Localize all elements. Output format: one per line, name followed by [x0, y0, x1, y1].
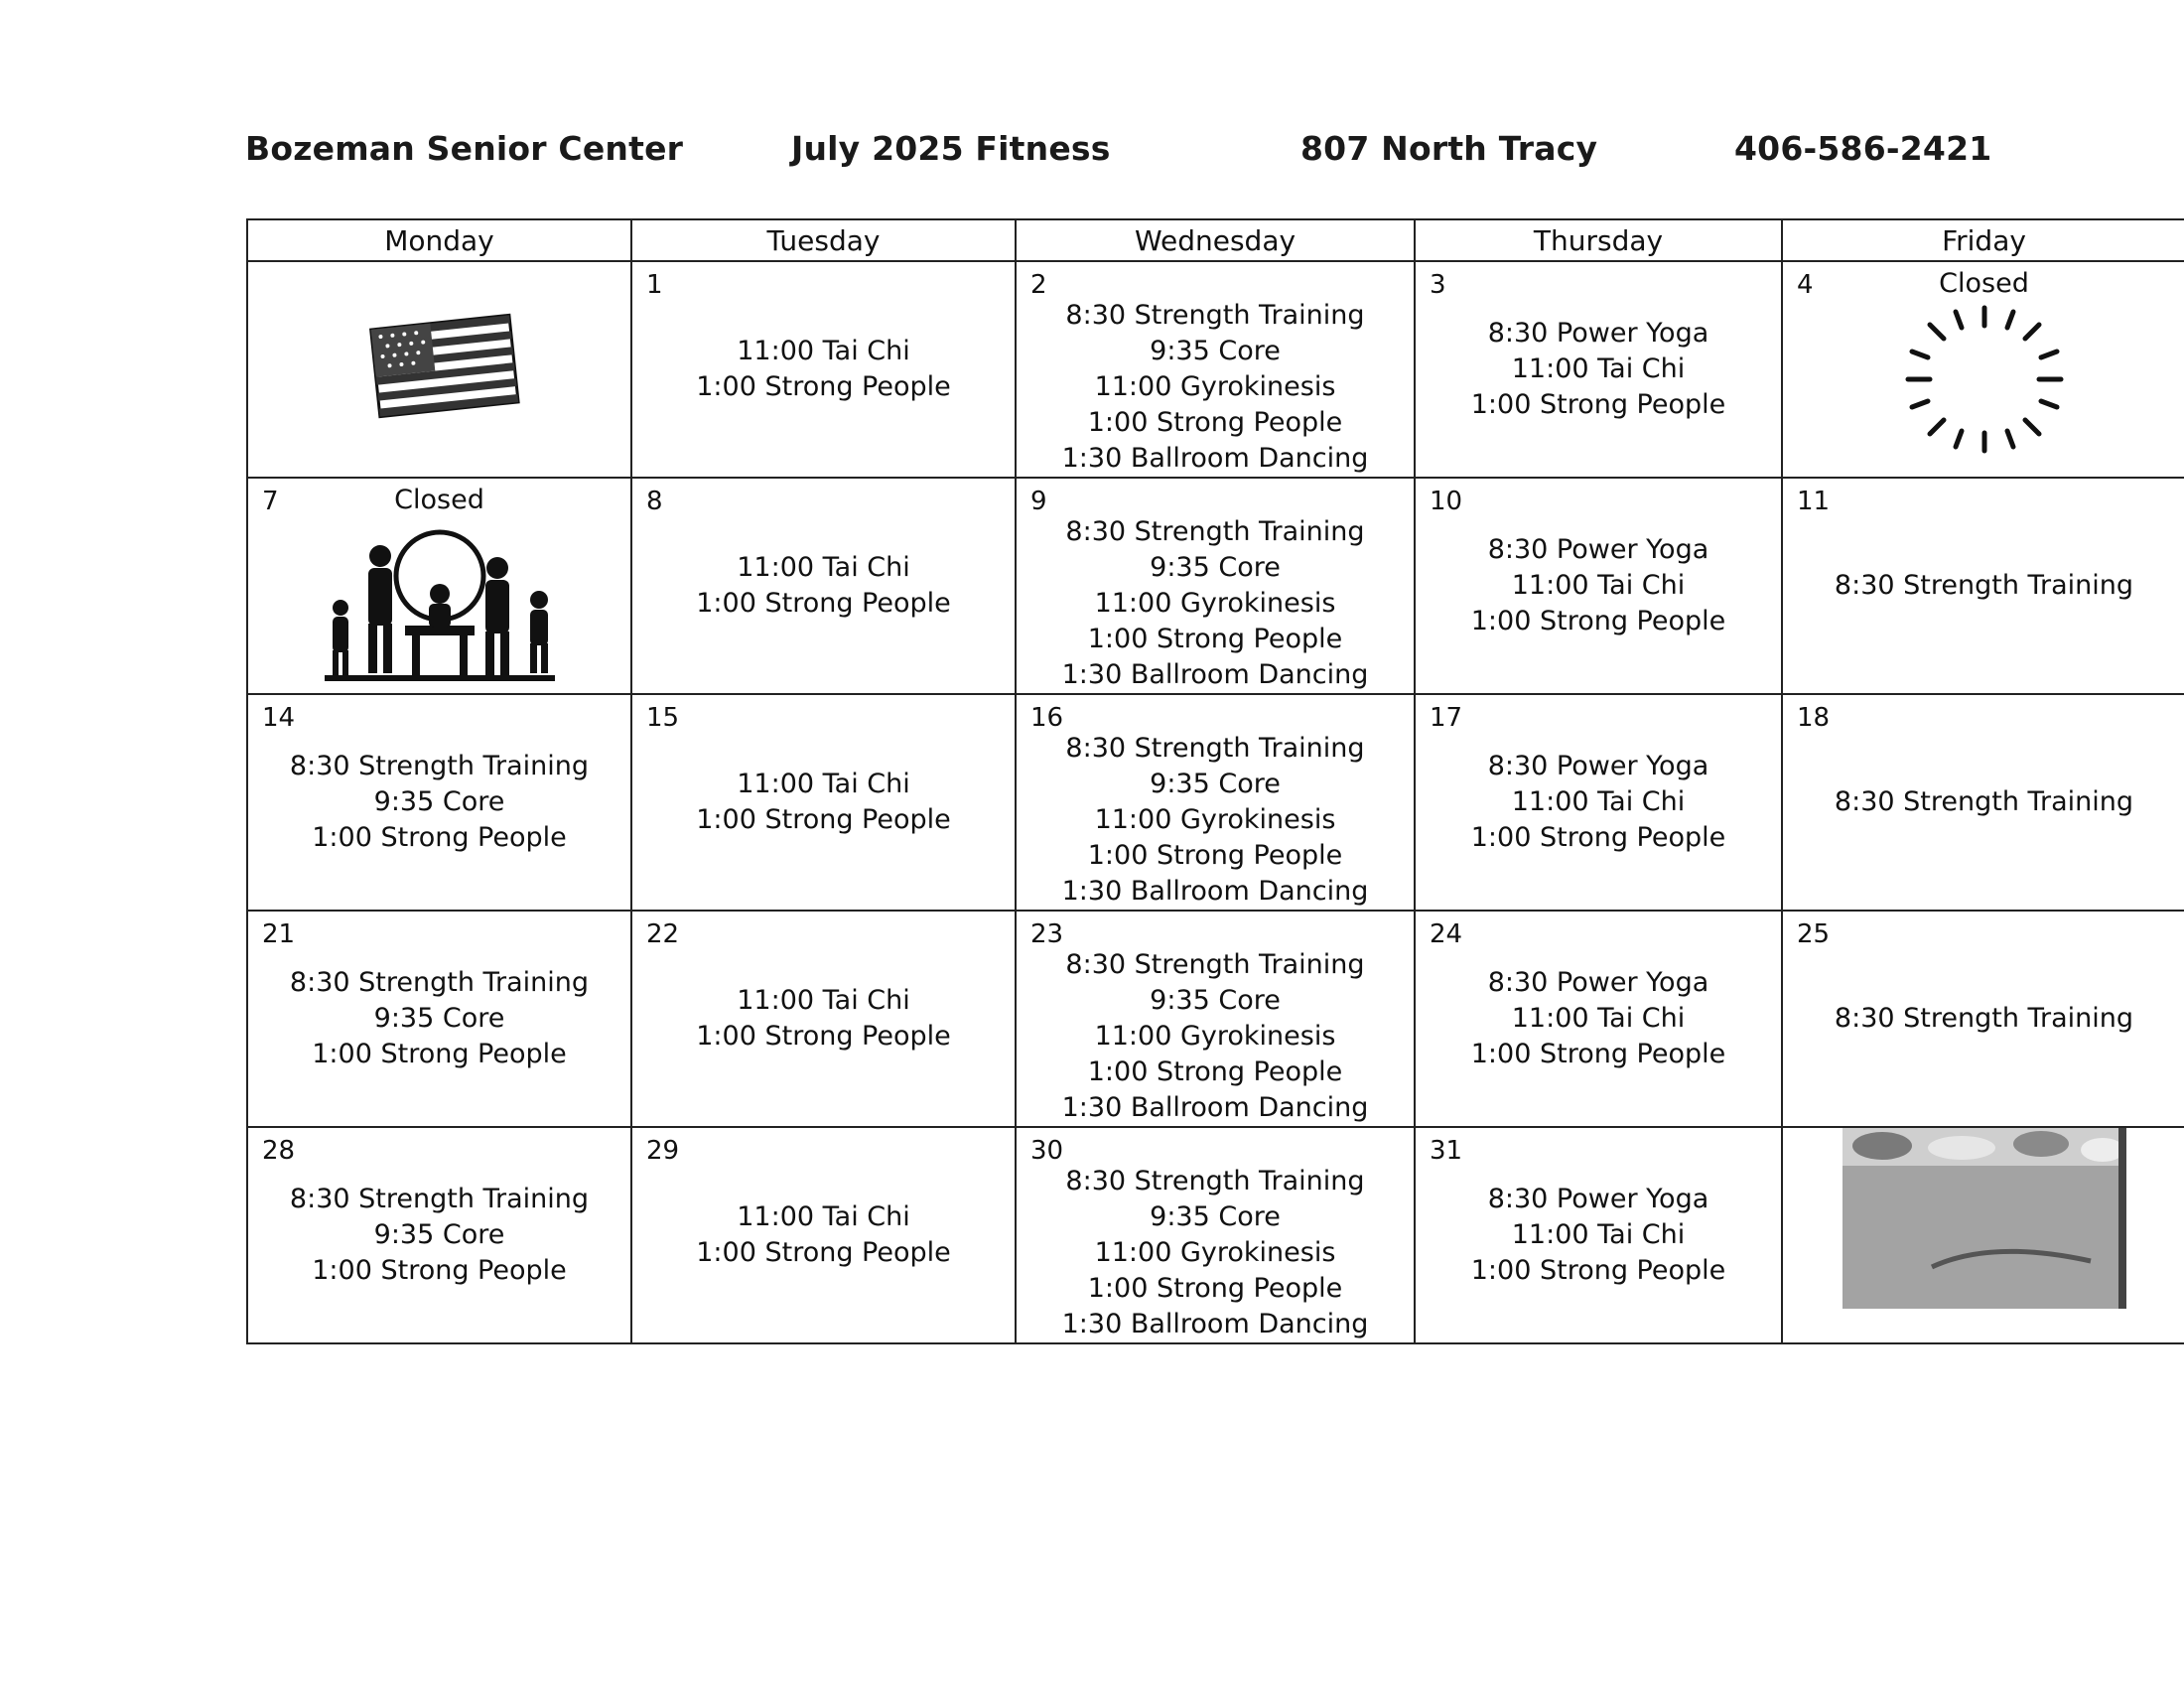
event-item: 1:00 Strong People: [696, 1237, 951, 1268]
calendar-body: [247, 261, 2184, 1343]
day-cell: [247, 911, 631, 1127]
event-item: 1:00 Strong People: [1470, 389, 1726, 420]
day-cell: [1782, 694, 2184, 911]
day-cell: [247, 478, 631, 694]
event-list: [1783, 912, 2184, 1126]
calendar-title: July 2025 Fitness: [791, 129, 1111, 168]
event-item: 11:00 Gyrokinesis: [1094, 371, 1336, 402]
phone-number: 406-586-2421: [1734, 129, 1992, 168]
day-number: 8: [646, 487, 663, 516]
event-item: 8:30 Strength Training: [289, 1184, 590, 1214]
day-cell: [1415, 694, 1782, 911]
day-cell: [1016, 911, 1415, 1127]
event-list: [1783, 479, 2184, 693]
org-name: Bozeman Senior Center: [245, 129, 684, 168]
event-item: 9:35 Core: [1150, 552, 1281, 583]
event-item: 11:00 Gyrokinesis: [1094, 804, 1336, 835]
event-item: 8:30 Strength Training: [1834, 1003, 2134, 1034]
event-item: 8:30 Strength Training: [1065, 949, 1365, 980]
day-cell: [247, 261, 631, 478]
event-item: 11:00 Tai Chi: [1511, 570, 1686, 601]
event-list: [1783, 695, 2184, 910]
week-row: [247, 478, 2184, 694]
day-cell: [1016, 694, 1415, 911]
event-list: [248, 1128, 630, 1342]
event-item: 1:00 Strong People: [1470, 606, 1726, 636]
day-number: 25: [1797, 919, 1831, 949]
event-item: 8:30 Power Yoga: [1487, 318, 1709, 349]
event-item: 8:30 Strength Training: [289, 967, 590, 998]
event-item: 1:00 Strong People: [1470, 1255, 1726, 1286]
event-item: 8:30 Strength Training: [1065, 733, 1365, 764]
day-cell: [1415, 1127, 1782, 1343]
event-list: [1017, 262, 1414, 477]
event-item: 1:30 Ballroom Dancing: [1061, 876, 1369, 907]
weekday-header: Thursday: [1415, 219, 1782, 261]
event-list: [1017, 912, 1414, 1126]
day-number: 23: [1030, 919, 1064, 949]
day-number: 9: [1030, 487, 1047, 516]
event-list: [632, 479, 1015, 693]
day-number: 21: [262, 919, 296, 949]
event-item: 1:00 Strong People: [312, 1039, 567, 1069]
weekday-header: Wednesday: [1016, 219, 1415, 261]
day-number: 10: [1430, 487, 1463, 516]
day-number: 11: [1797, 487, 1831, 516]
day-number: 24: [1430, 919, 1463, 949]
event-item: 1:00 Strong People: [1087, 624, 1343, 654]
day-number: 28: [262, 1136, 296, 1166]
day-number: 15: [646, 703, 680, 733]
day-cell: [631, 1127, 1016, 1343]
event-list: [1416, 912, 1781, 1126]
day-number: 31: [1430, 1136, 1463, 1166]
event-item: 8:30 Power Yoga: [1487, 534, 1709, 565]
event-item: 9:35 Core: [373, 1003, 505, 1034]
closed-note: Closed: [394, 485, 484, 515]
event-item: 1:00 Strong People: [696, 1021, 951, 1052]
day-cell: [1016, 261, 1415, 478]
day-cell: [247, 694, 631, 911]
summer-sand-picture: [1843, 1128, 2126, 1309]
event-list: [632, 695, 1015, 910]
event-item: 11:00 Gyrokinesis: [1094, 1021, 1336, 1052]
event-list: [1416, 262, 1781, 477]
event-list: [248, 912, 630, 1126]
event-item: 8:30 Power Yoga: [1487, 751, 1709, 781]
day-number: 17: [1430, 703, 1463, 733]
weekday-header: Monday: [247, 219, 631, 261]
day-cell: [1016, 1127, 1415, 1343]
event-item: 11:00 Tai Chi: [1511, 353, 1686, 384]
event-item: 1:00 Strong People: [696, 588, 951, 619]
event-item: 11:00 Tai Chi: [1511, 1003, 1686, 1034]
happy-4th-burst-picture: [1900, 300, 2069, 459]
calendar-grid: [246, 218, 2184, 1344]
event-item: 1:00 Strong People: [1087, 1273, 1343, 1304]
day-cell: [1782, 261, 2184, 478]
day-number: 18: [1797, 703, 1831, 733]
day-number: 29: [646, 1136, 680, 1166]
event-item: 9:35 Core: [1150, 769, 1281, 799]
day-cell: [1782, 1127, 2184, 1343]
day-number: 30: [1030, 1136, 1064, 1166]
address: 807 North Tracy: [1300, 129, 1598, 168]
day-cell: [247, 1127, 631, 1343]
event-item: 1:00 Strong People: [696, 371, 951, 402]
picnic-silhouette-picture: [321, 516, 559, 687]
event-item: 1:30 Ballroom Dancing: [1061, 1309, 1369, 1339]
day-cell: [631, 261, 1016, 478]
day-number: 1: [646, 270, 663, 300]
event-item: 9:35 Core: [1150, 985, 1281, 1016]
event-item: 8:30 Strength Training: [1065, 300, 1365, 331]
event-item: 9:35 Core: [1150, 336, 1281, 366]
happy-4th-flag-picture: [321, 268, 559, 467]
day-number: 14: [262, 703, 296, 733]
event-item: 11:00 Tai Chi: [1511, 786, 1686, 817]
week-row: [247, 261, 2184, 478]
weekday-header: Tuesday: [631, 219, 1016, 261]
event-list: [1017, 695, 1414, 910]
event-item: 1:00 Strong People: [312, 1255, 567, 1286]
event-list: [1017, 479, 1414, 693]
day-cell: [1782, 478, 2184, 694]
event-item: 1:00 Strong People: [1470, 822, 1726, 853]
event-list: [632, 1128, 1015, 1342]
event-item: 11:00 Tai Chi: [737, 1201, 910, 1232]
day-cell: [1016, 478, 1415, 694]
event-item: 1:00 Strong People: [1087, 1056, 1343, 1087]
day-number: 7: [262, 487, 279, 516]
event-item: 1:00 Strong People: [312, 822, 567, 853]
event-list: [248, 695, 630, 910]
event-item: 8:30 Strength Training: [1065, 516, 1365, 547]
day-number: 2: [1030, 270, 1047, 300]
event-item: 11:00 Gyrokinesis: [1094, 588, 1336, 619]
event-item: 9:35 Core: [373, 1219, 505, 1250]
weekday-header: Friday: [1782, 219, 2184, 261]
day-cell: [1782, 911, 2184, 1127]
event-list: [632, 262, 1015, 477]
event-item: 8:30 Power Yoga: [1487, 1184, 1709, 1214]
event-item: 9:35 Core: [373, 786, 505, 817]
event-list: [1416, 479, 1781, 693]
day-number: 3: [1430, 270, 1446, 300]
week-row: [247, 694, 2184, 911]
closed-note: Closed: [1939, 268, 2029, 299]
event-item: 1:00 Strong People: [1470, 1039, 1726, 1069]
event-item: 11:00 Tai Chi: [1511, 1219, 1686, 1250]
event-item: 11:00 Tai Chi: [737, 985, 910, 1016]
weekday-header-row: [247, 219, 2184, 261]
event-item: 1:00 Strong People: [1087, 840, 1343, 871]
day-number: 4: [1797, 270, 1814, 300]
event-item: 8:30 Strength Training: [289, 751, 590, 781]
event-item: 8:30 Strength Training: [1834, 786, 2134, 817]
event-item: 1:00 Strong People: [696, 804, 951, 835]
event-list: [1416, 1128, 1781, 1342]
event-item: 11:00 Tai Chi: [737, 552, 910, 583]
day-cell: [631, 911, 1016, 1127]
event-list: [1416, 695, 1781, 910]
event-item: 1:30 Ballroom Dancing: [1061, 1092, 1369, 1123]
event-item: 11:00 Tai Chi: [737, 336, 910, 366]
event-item: 8:30 Strength Training: [1834, 570, 2134, 601]
day-cell: [1415, 261, 1782, 478]
page-header: [0, 129, 2184, 179]
event-item: 1:30 Ballroom Dancing: [1061, 443, 1369, 474]
day-cell: [631, 694, 1016, 911]
event-item: 11:00 Gyrokinesis: [1094, 1237, 1336, 1268]
event-item: 1:30 Ballroom Dancing: [1061, 659, 1369, 690]
event-item: 1:00 Strong People: [1087, 407, 1343, 438]
event-list: [1017, 1128, 1414, 1342]
day-number: 16: [1030, 703, 1064, 733]
week-row: [247, 911, 2184, 1127]
event-item: 8:30 Strength Training: [1065, 1166, 1365, 1196]
day-cell: [1415, 478, 1782, 694]
event-item: 8:30 Power Yoga: [1487, 967, 1709, 998]
event-item: 9:35 Core: [1150, 1201, 1281, 1232]
week-row: [247, 1127, 2184, 1343]
day-cell: [1415, 911, 1782, 1127]
event-list: [632, 912, 1015, 1126]
event-item: 11:00 Tai Chi: [737, 769, 910, 799]
day-cell: [631, 478, 1016, 694]
day-number: 22: [646, 919, 680, 949]
